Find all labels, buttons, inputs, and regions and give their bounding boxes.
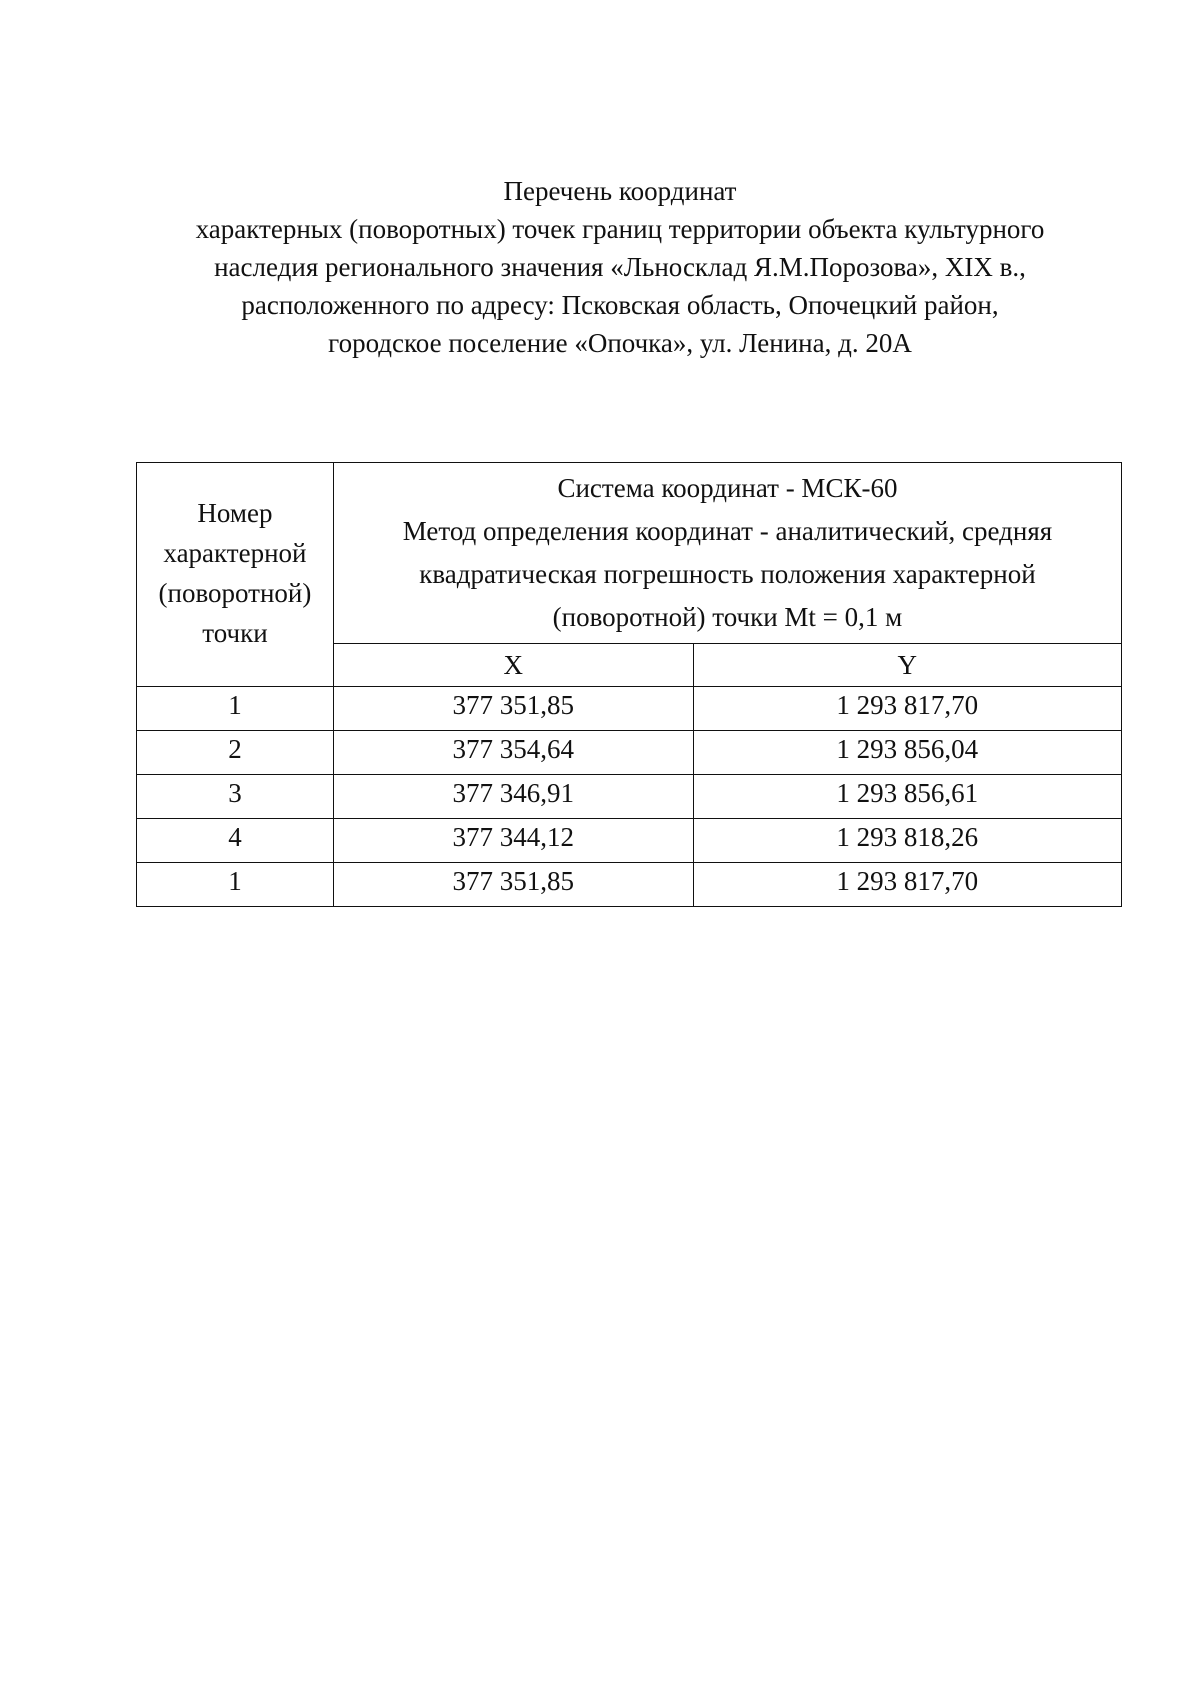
x-column-header: X xyxy=(333,644,693,687)
table-header-row xyxy=(137,463,1122,644)
y-coordinate-cell: 1 293 856,61 xyxy=(693,775,1122,819)
title-line: наследия регионального значения «Льносклад Я.М.Порозова», XIX в., xyxy=(214,252,1026,282)
y-coordinate-cell: 1 293 856,04 xyxy=(693,731,1122,775)
coordinate-system-header: Система координат - МСК-60 Метод определения координат - аналитический, средняя квадратическая погрешность положения характерной (поворотной) точки Mt = 0,1 м xyxy=(333,463,1121,644)
coordinates-table xyxy=(136,462,1122,907)
x-coordinate-cell: 377 351,85 xyxy=(333,863,693,907)
table-row xyxy=(137,687,1122,731)
table-row xyxy=(137,731,1122,775)
y-coordinate-cell: 1 293 817,70 xyxy=(693,687,1122,731)
x-coordinate-cell: 377 344,12 xyxy=(333,819,693,863)
x-coordinate-cell: 377 346,91 xyxy=(333,775,693,819)
title-heading: Перечень координат xyxy=(503,176,737,206)
document-title xyxy=(120,172,1120,362)
point-number-cell: 1 xyxy=(137,863,334,907)
y-coordinate-cell: 1 293 817,70 xyxy=(693,863,1122,907)
x-coordinate-cell: 377 354,64 xyxy=(333,731,693,775)
title-line: расположенного по адресу: Псковская область, Опочецкий район, xyxy=(241,290,999,320)
point-number-cell: 3 xyxy=(137,775,334,819)
point-number-cell: 2 xyxy=(137,731,334,775)
y-coordinate-cell: 1 293 818,26 xyxy=(693,819,1122,863)
y-column-header: Y xyxy=(693,644,1122,687)
point-number-cell: 1 xyxy=(137,687,334,731)
table-row xyxy=(137,819,1122,863)
x-coordinate-cell: 377 351,85 xyxy=(333,687,693,731)
table-row xyxy=(137,775,1122,819)
point-number-cell: 4 xyxy=(137,819,334,863)
title-line: городское поселение «Опочка», ул. Ленина, д. 20А xyxy=(328,328,912,358)
point-number-header: Номер характерной (поворотной) точки xyxy=(137,463,334,687)
table-row xyxy=(137,863,1122,907)
title-line: характерных (поворотных) точек границ территории объекта культурного xyxy=(195,214,1045,244)
